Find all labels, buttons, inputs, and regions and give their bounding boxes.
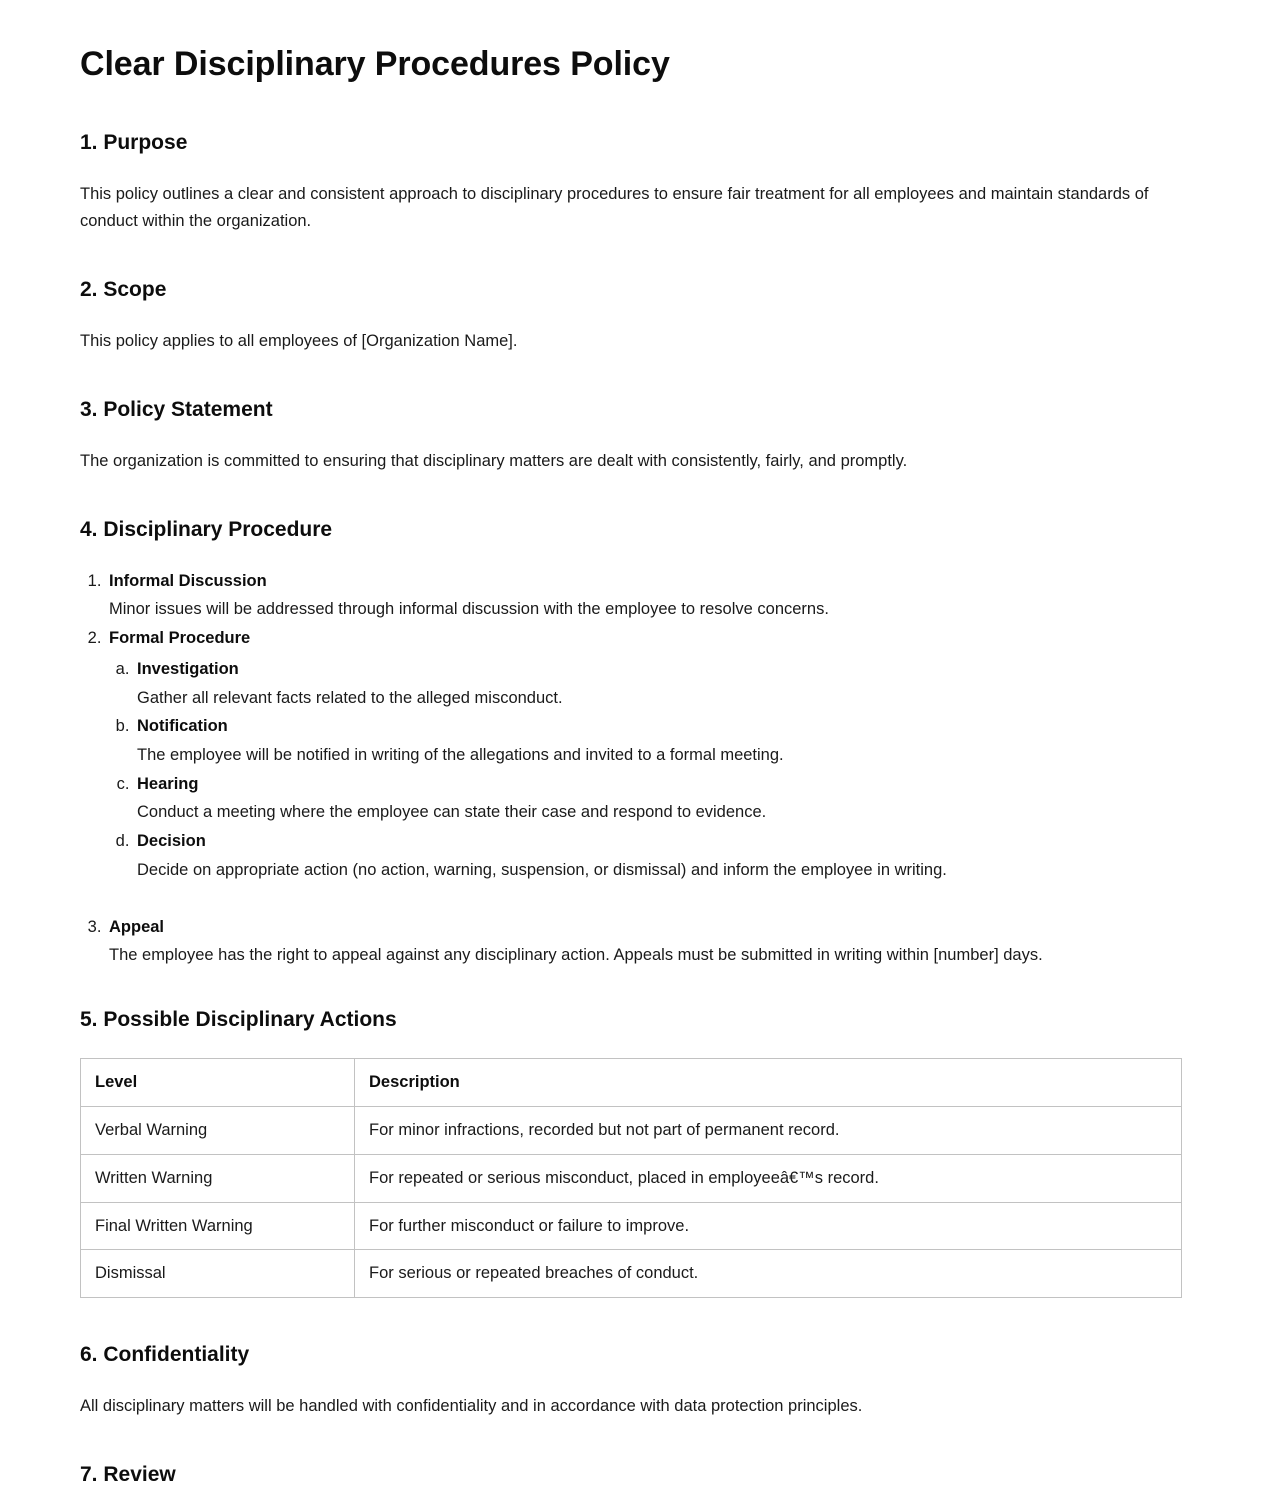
section-heading-policy-statement: 3. Policy Statement: [80, 397, 273, 421]
procedure-item-description: The employee has the right to appeal against any disciplinary action. Appeals must be submitted in writing within [number] days.: [109, 946, 1043, 965]
section-heading-possible-actions: 5. Possible Disciplinary Actions: [80, 1008, 397, 1032]
procedure-item-label: Informal Discussion: [109, 571, 267, 590]
table-row: [81, 1250, 1182, 1298]
page-title: Clear Disciplinary Procedures Policy: [80, 45, 670, 83]
table-cell-description: For serious or repeated breaches of conduct.: [355, 1250, 1182, 1298]
list-item: [134, 713, 1183, 768]
section-paragraph-confidentiality: All disciplinary matters will be handled with confidentiality and in accordance with data protection principles.: [80, 1397, 863, 1416]
procedure-item-label: Formal Procedure: [109, 629, 251, 648]
table-cell-level: Dismissal: [81, 1250, 355, 1298]
procedure-item-description: Minor issues will be addressed through informal discussion with the employee to resolve concerns.: [109, 600, 829, 619]
procedure-subitem-description: Decide on appropriate action (no action, warning, suspension, or dismissal) and inform the employee in writing.: [137, 860, 947, 879]
list-item: [106, 914, 1183, 969]
section-heading-scope: 2. Scope: [80, 277, 167, 301]
procedure-subitem-description: The employee will be notified in writing of the allegations and invited to a formal meeting.: [137, 746, 784, 765]
procedure-item-label: Appeal: [109, 917, 165, 936]
procedure-sublist: [109, 656, 1183, 884]
table-row: [81, 1202, 1182, 1250]
section-paragraph-purpose: This policy outlines a clear and consistent approach to disciplinary procedures to ensure fair treatment for all employees and maintain standards of conduct within the organization.: [80, 185, 1149, 231]
list-item: [134, 771, 1183, 826]
table-row: [81, 1107, 1182, 1155]
table-cell-level: Verbal Warning: [81, 1107, 355, 1155]
list-item: [106, 568, 1183, 623]
list-item: [106, 625, 1183, 883]
procedure-list: [80, 568, 1183, 969]
table-cell-description: For minor infractions, recorded but not part of permanent record.: [355, 1107, 1182, 1155]
section-heading-review: 7. Review: [80, 1462, 176, 1486]
table-cell-level: Final Written Warning: [81, 1202, 355, 1250]
list-item: [134, 656, 1183, 711]
procedure-subitem-description: Gather all relevant facts related to the alleged misconduct.: [137, 688, 563, 707]
procedure-subitem-label: Decision: [137, 832, 206, 851]
procedure-subitem-label: Investigation: [137, 659, 239, 678]
procedure-subitem-label: Notification: [137, 717, 228, 736]
table-row: [81, 1154, 1182, 1202]
section-heading-disciplinary-procedure: 4. Disciplinary Procedure: [80, 517, 333, 541]
disciplinary-actions-table: [80, 1058, 1182, 1298]
procedure-subitem-label: Hearing: [137, 774, 199, 793]
table-cell-description: For further misconduct or failure to improve.: [355, 1202, 1182, 1250]
section-paragraph-policy-statement: The organization is committed to ensuring that disciplinary matters are dealt with consistently, fairly, and promptly.: [80, 451, 908, 470]
table-header-description: Description: [355, 1059, 1182, 1107]
table-header-row: [81, 1059, 1182, 1107]
list-item: [134, 828, 1183, 883]
section-paragraph-scope: This policy applies to all employees of [Organization Name].: [80, 331, 518, 350]
table-cell-description: For repeated or serious misconduct, placed in employeeâ€™s record.: [355, 1154, 1182, 1202]
table-cell-level: Written Warning: [81, 1154, 355, 1202]
procedure-subitem-description: Conduct a meeting where the employee can state their case and respond to evidence.: [137, 803, 767, 822]
section-heading-purpose: 1. Purpose: [80, 131, 188, 155]
table-header-level: Level: [81, 1059, 355, 1107]
section-heading-confidentiality: 6. Confidentiality: [80, 1343, 250, 1367]
